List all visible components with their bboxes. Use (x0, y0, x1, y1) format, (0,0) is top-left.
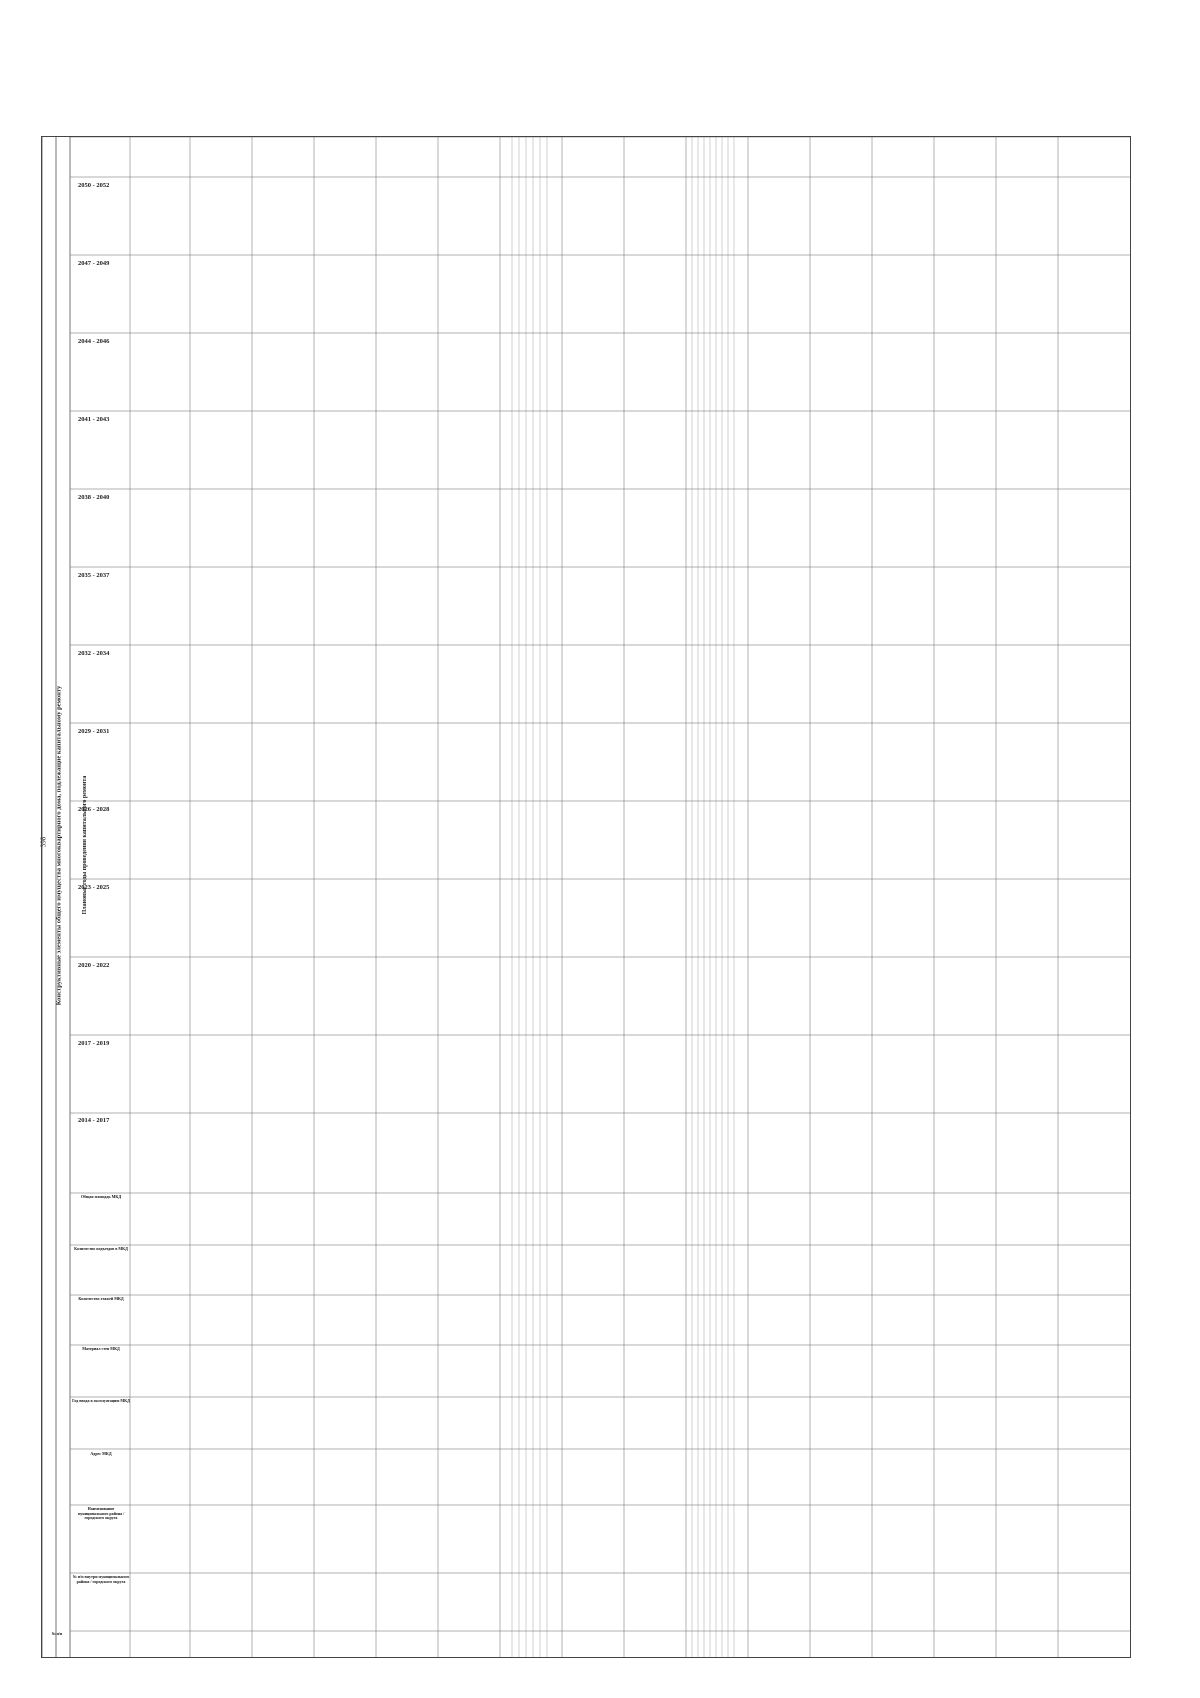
header-entrances: Количество подъездов в МКД (74, 1247, 128, 1251)
capital-repair-table (41, 136, 1131, 1658)
header-material: Материал стен МКД (82, 1347, 120, 1351)
table-grid (42, 137, 1131, 1658)
period-5: 2026 - 2028 (78, 806, 110, 813)
period-10: 2041 - 2043 (78, 416, 110, 423)
period-13: 2050 - 2052 (78, 182, 110, 189)
period-1: 2014 - 2017 (78, 1117, 110, 1124)
period-4: 2023 - 2025 (78, 884, 110, 891)
period-6: 2029 - 2031 (78, 728, 110, 735)
period-7: 2032 - 2034 (78, 650, 110, 657)
header-address: Адрес МКД (90, 1452, 112, 1456)
header-district: Наименование муниципального района / городского округа (77, 1507, 125, 1521)
header-total-area: Общая площадь МКД (80, 1195, 122, 1199)
header-okrug-num: № п/п внутри муниципального района / городского округа (72, 1575, 130, 1584)
period-2: 2017 - 2019 (78, 1040, 110, 1047)
period-12: 2047 - 2049 (78, 260, 110, 267)
page-number: 398 (39, 836, 48, 848)
period-9: 2038 - 2040 (78, 494, 110, 501)
table-subtitle: Плановые годы проведения капитального ремонта (82, 775, 88, 915)
header-year: Год ввода в эксплуатацию МКД (72, 1399, 130, 1403)
period-8: 2035 - 2037 (78, 572, 110, 579)
period-3: 2020 - 2022 (78, 962, 110, 969)
header-num: № п/п (51, 1632, 63, 1636)
header-floors: Количество этажей МКД (78, 1297, 124, 1301)
period-11: 2044 - 2046 (78, 338, 110, 345)
table-title: Конструктивные элементы общего имущества многоквартирного дома, подлежащие капитальному ремонту (55, 685, 63, 1006)
